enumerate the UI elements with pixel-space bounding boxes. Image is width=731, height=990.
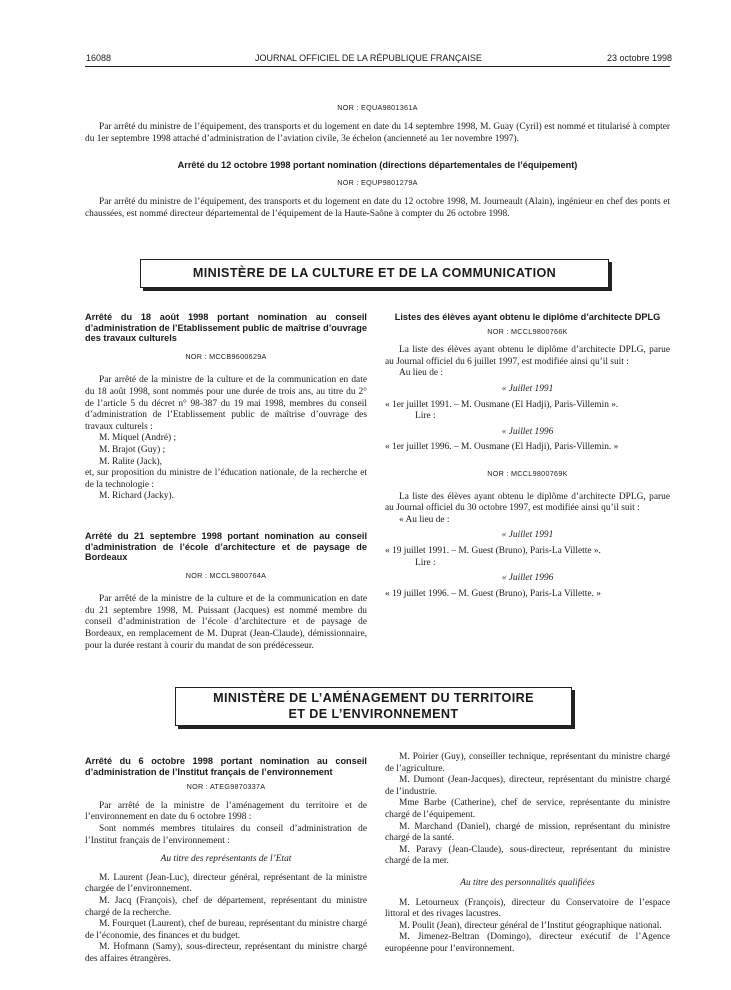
paragraph: Lire :	[415, 557, 436, 568]
list-entry: « 19 juillet 1991. – M. Guest (Bruno), Paris-La Villette ».	[385, 545, 601, 556]
appointee: M. Ralite (Jack),	[99, 456, 163, 467]
paragraph: Par arrêté du ministre de l’équipement, des transports et du logement en date du 12 octobre 1998, M. Journeault (Alain), ingénieur en chef des ponts et chaussées, est nommé directeur départemental de l’équipement de la Haute-Saône à compter du 26 octobre 1998.	[85, 197, 670, 219]
decree-title: Arrêté du 18 août 1998 portant nomination au conseil d’administration de l’Etablissement public de maîtrise d’ouvrage des travaux culturels	[85, 312, 367, 344]
member-entry: M. Letourneux (François), directeur du Conservatoire de l’espace littoral et des rivages lacustres.	[385, 897, 670, 920]
issue-date: 23 octobre 1998	[607, 53, 673, 63]
member-entry: M. Poulit (Jean), directeur général de l’Institut géographique national.	[399, 920, 662, 931]
member-entry: M. Paravy (Jean-Claude), sous-directeur, représentant du ministre chargé de la mer.	[385, 844, 670, 867]
list-entry: « 1er juillet 1996. – M. Ousmane (El Hadji), Paris-Villemin. »	[385, 442, 619, 453]
member-entry: M. Jimenez-Beltran (Domingo), directeur exécutif de l’Agence européenne pour l’environnement.	[385, 932, 670, 954]
paragraph: « Au lieu de :	[399, 514, 450, 525]
subheading: Au titre des représentants de l’Etat	[160, 854, 292, 865]
page-number: 16088	[86, 53, 112, 63]
ministry-heading-environment	[175, 687, 572, 726]
culture-right-column	[385, 312, 670, 600]
decree-title: Arrêté du 12 octobre 1998 portant nomination (directions départementales de l’équipement)	[177, 160, 578, 170]
appointee: M. Richard (Jacky).	[99, 491, 174, 502]
decree-title: Listes des élèves ayant obtenu le diplôme d’architecte DPLG	[394, 312, 661, 322]
paragraph: La liste des élèves ayant obtenu le diplôme d’architecte DPLG, parue au Journal officiel du 30 octobre 1997, est modifiée ainsi qu’il suit :	[385, 491, 670, 514]
paragraph: Par arrêté de la ministre de l’aménagement du territoire et de l’environnement en date du 6 octobre 1998 :	[85, 800, 367, 823]
member-entry: Mme Barbe (Catherine), chef de service, représentante du ministre chargé de l’équipement.	[385, 798, 670, 820]
list-entry: « 1er juillet 1991. – M. Ousmane (El Hadji), Paris-Villemin ».	[385, 399, 619, 410]
nor-code: NOR : MCCL9800766K	[487, 326, 568, 336]
subheading: « Juillet 1991	[501, 383, 554, 394]
ministry-heading-text: MINISTÈRE DE L’AMÉNAGEMENT DU TERRITOIRE	[213, 691, 534, 705]
journal-title: JOURNAL OFFICIEL DE LA RÉPUBLIQUE FRANÇAISE	[255, 53, 482, 63]
member-entry: M. Marchand (Daniel), chargé de mission, représentant du ministre chargé de la santé.	[385, 821, 670, 844]
ministry-heading-culture	[140, 259, 609, 288]
env-right-column	[385, 752, 670, 956]
subheading: Au titre des personnalités qualifiées	[460, 877, 595, 888]
decree-title: Arrêté du 6 octobre 1998 portant nomination au conseil d’administration de l’Institut français de l’environnement	[85, 756, 367, 777]
subheading: « Juillet 1996	[501, 426, 554, 437]
paragraph: Lire :	[415, 411, 436, 422]
env-left-column	[85, 756, 367, 966]
paragraph: Par arrêté du ministre de l’équipement, des transports et du logement en date du 14 septembre 1998, M. Guay (Cyril) est nommé et titularisé à compter du 1er septembre 1998 attaché d’administration de l’aviation civile, 3e échelon (ancienneté au 1er novembre 1997).	[85, 122, 670, 144]
ministry-heading-text: ET DE L’ENVIRONNEMENT	[288, 707, 459, 721]
paragraph: Sont nommés membres titulaires du conseil d’administration de l’Institut français de l’environnement :	[85, 823, 367, 846]
paragraph: et, sur proposition du ministre de l’éducation nationale, de la recherche et de la technologie :	[85, 468, 367, 490]
member-entry: M. Dumont (Jean-Jacques), directeur, représentant du ministre chargé de l’industrie.	[385, 775, 670, 797]
appointee: M. Miquel (André) ;	[99, 433, 177, 444]
member-entry: M. Laurent (Jean-Luc), directeur général, représentant de la ministre chargée de l’environnement.	[85, 872, 367, 895]
appointee: M. Brajot (Guy) ;	[99, 444, 166, 455]
member-entry: M. Poirier (Guy), conseiller technique, représentant du ministre chargé de l’agriculture.	[385, 752, 670, 774]
nor-code: NOR : MCCB9600629A	[185, 351, 267, 361]
subheading: « Juillet 1996	[501, 573, 554, 584]
header-rule	[85, 66, 670, 67]
nor-code: NOR : MCCL9800769K	[487, 468, 568, 478]
nor-code: NOR : EQUP9801279A	[337, 178, 418, 187]
decree-title: Arrêté du 21 septembre 1998 portant nomination au conseil d’administration de l’école d’architecture et de paysage de Bordeaux	[85, 530, 367, 563]
member-entry: M. Fourquet (Laurent), chef de bureau, représentant du ministre chargé de l’économie, des finances et du budget.	[85, 919, 367, 941]
paragraph: La liste des élèves ayant obtenu le diplôme d’architecte DPLG, parue au Journal officiel du 6 juillet 1997, est modifiée ainsi qu’il suit :	[385, 345, 670, 367]
member-entry: M. Hofmann (Samy), sous-directeur, représentant du ministre chargé des affaires étrangères.	[85, 942, 367, 964]
paragraph: Au lieu de :	[399, 368, 444, 379]
subheading: « Juillet 1991	[501, 530, 554, 541]
member-entry: M. Jacq (François), chef de département, représentant du ministre chargé de la recherche.	[85, 895, 367, 918]
nor-code: NOR : MCCL9800764A	[185, 570, 267, 580]
nor-code: NOR : ATEG9870337A	[186, 782, 266, 792]
nor-code: NOR : EQUA9801361A	[337, 103, 418, 112]
paragraph: Par arrêté de la ministre de la culture et de la communication en date du 18 août 1998, sont nommés pour une durée de trois ans, au titre du 2° de l’article 5 du décret n° 98-387 du 19 mai 1998, membres du conseil d’administration de l’Etablissement public de maîtrise d’ouvrage des travaux culturels :	[85, 375, 367, 432]
ministry-heading-text: MINISTÈRE DE LA CULTURE ET DE LA COMMUNICATION	[192, 266, 557, 280]
paragraph: Par arrêté de la ministre de la culture et de la communication en date du 21 septembre 1998, M. Puissant (Jacques) est nommé membre du conseil d’administration de l’école d’architecture et de paysage de Bordeaux, en remplacement de M. Duprat (Jean-Claude), démissionnaire, pour la durée restant à courir du mandat de son prédécesseur.	[85, 594, 367, 651]
culture-left-column	[85, 312, 367, 652]
list-entry: « 19 juillet 1996. – M. Guest (Bruno), Paris-La Villette. »	[385, 588, 601, 599]
